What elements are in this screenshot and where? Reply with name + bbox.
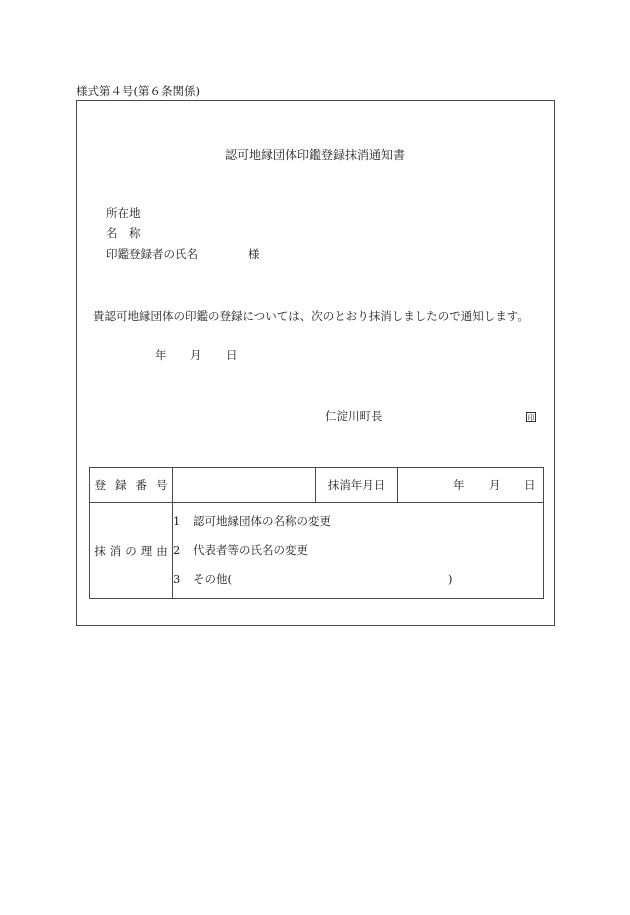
date-year: 年 [155,348,167,362]
cancel-date-label: 抹消年月日 [327,478,386,492]
cancel-date-month: 月 [489,478,501,492]
reg-number-label-cell [90,468,177,503]
cancel-date-label-cell [316,468,398,503]
reg-number-value [173,468,316,503]
reason-item-1 [173,507,543,536]
reason-list [173,503,544,599]
cancel-date-day: 日 [524,478,536,492]
registration-table [89,467,544,599]
seal-mark [526,411,536,423]
seal-icon: 印 [527,414,535,422]
reason-number: 2 [173,543,181,557]
notice-body-text: 貴認可地縁団体の印鑑の登録については、次のとおり抹消しましたので通知します。 [93,309,529,323]
reason-item-3 [173,565,543,594]
cancel-date-cell [398,468,544,503]
name-label: 名 称 [106,226,141,240]
table-row [90,503,544,599]
reason-text: その他( [193,572,232,586]
reason-text: 代表者等の氏名の変更 [193,543,308,557]
reason-label: 抹消の理由 [94,543,172,558]
reason-text: 認可地縁団体の名称の変更 [193,514,331,528]
date-month: 月 [190,348,202,362]
honorific: 様 [248,247,260,261]
reason-number: 1 [173,514,181,528]
reg-number-label: 登録番号 [94,478,177,492]
cancel-date-year: 年 [453,478,465,492]
registrant-label: 印鑑登録者の氏名 [106,247,198,261]
form-number: 様式第４号(第６条関係) [76,84,200,98]
reason-label-cell [90,503,173,599]
reason-item-2 [173,536,543,565]
date-day: 日 [226,348,238,362]
address-label: 所在地 [106,206,141,220]
table-row [90,468,544,503]
document-title: 認可地縁団体印鑑登録抹消通知書 [224,148,405,162]
reason-number: 3 [173,572,181,586]
reason-other-close: ) [448,572,453,586]
issuer-name: 仁淀川町長 [325,409,383,423]
